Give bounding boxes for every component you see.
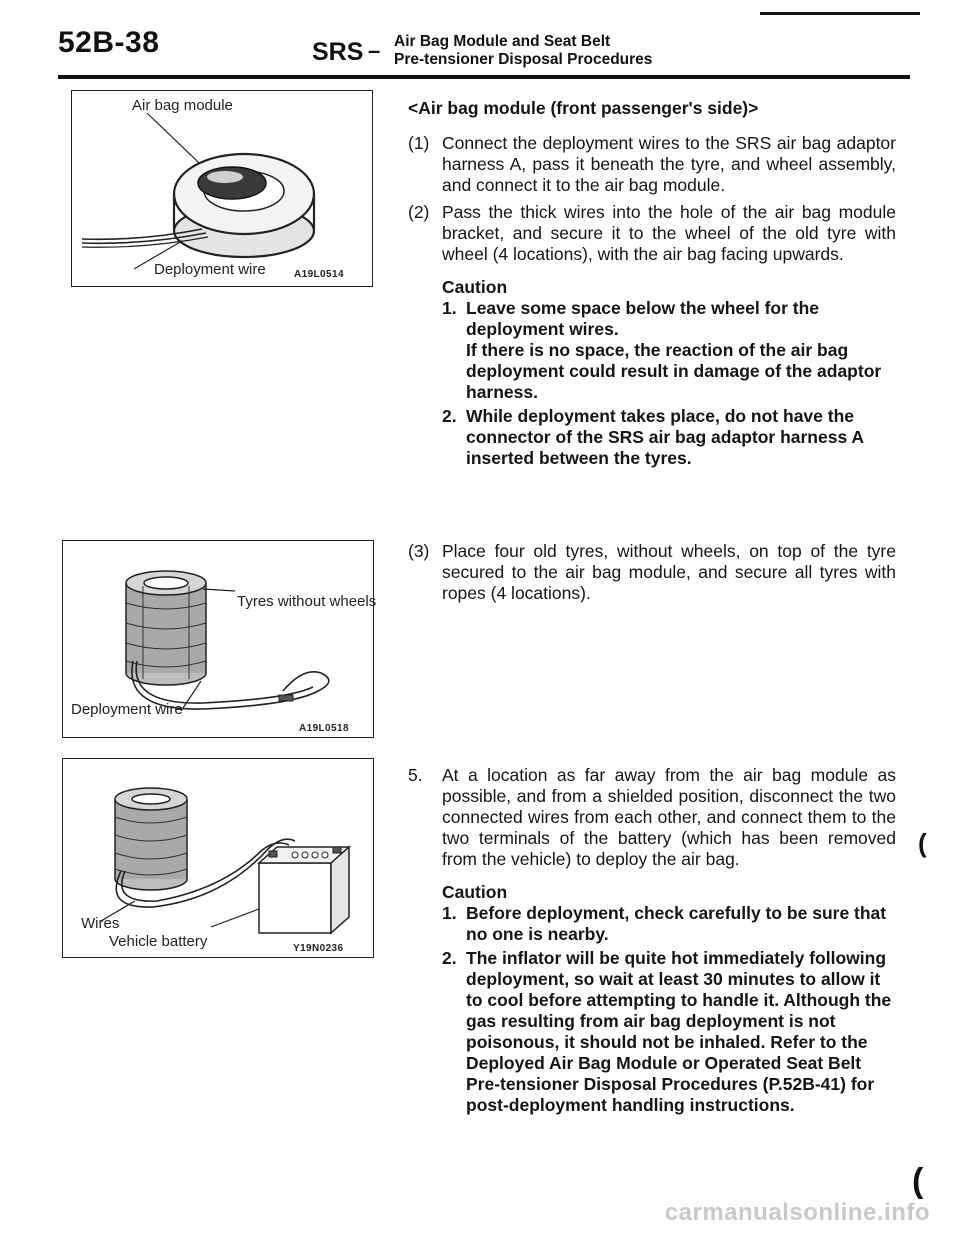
air-bag-on-tyre-illustration — [72, 91, 372, 286]
figure-code: A19L0514 — [294, 269, 344, 280]
step-number: 5. — [408, 765, 423, 785]
caution-heading: Caution — [442, 277, 508, 297]
page-code: 52B-38 — [58, 26, 160, 59]
caution-number: 1. — [442, 903, 457, 923]
caution-number: 2. — [442, 948, 457, 968]
label-air-bag-module: Air bag module — [132, 97, 233, 114]
section-deploy-air-bag — [408, 765, 896, 1119]
step-number: (2) — [408, 202, 430, 222]
caution-item — [442, 903, 896, 945]
header-rule — [58, 75, 910, 79]
page-title — [394, 33, 652, 69]
caution-number: 1. — [442, 298, 457, 318]
caution-text: Before deployment, check carefully to be sure that no one is nearby. — [466, 903, 887, 944]
step-text: Place four old tyres, without wheels, on top of the tyre secured to the air bag module, and secure all tyres with ropes (4 locations). — [442, 541, 896, 603]
binding-mark: ( — [918, 828, 927, 858]
label-deployment-wire: Deployment wire — [71, 701, 183, 718]
caution-item — [442, 406, 896, 469]
figure-air-bag-module — [71, 90, 373, 287]
caution-heading: Caution — [442, 882, 508, 902]
caution-list — [442, 298, 896, 469]
page-title-line-2: Pre-tensioner Disposal Procedures — [394, 51, 653, 68]
binding-mark: ( — [912, 1162, 924, 1200]
step-text: Pass the thick wires into the hole of the air bag module bracket, and secure it to the wheel of the old tyre with wheel (4 locations), with the air bag facing upwards. — [442, 202, 896, 264]
procedure-step — [408, 765, 896, 870]
header-top-line — [760, 12, 920, 15]
caution-item — [442, 298, 896, 403]
caution-list — [442, 903, 896, 1116]
procedure-step — [408, 202, 896, 265]
section-subheading: <Air bag module (front passenger's side)> — [408, 98, 759, 118]
label-vehicle-battery: Vehicle battery — [109, 933, 208, 950]
section-place-tyres — [408, 541, 896, 604]
caution-item — [442, 948, 896, 1116]
procedure-steps — [408, 133, 896, 265]
caution-text: The inflator will be quite hot immediately following deployment, so wait at least 30 minutes to allow it to cool before attempting to handle it. Although the gas resulting from air bag deployment is not poisonous, it should not be inhaled. Refer to the Deployed Air Bag Module or Operated Seat Belt Pre-tensioner Disposal Procedures (P.52B-41) for post-deployment handling instructions. — [466, 948, 892, 1115]
procedure-step — [408, 541, 896, 604]
section-front-passenger-air-bag — [408, 98, 896, 472]
caution-text: Leave some space below the wheel for the deployment wires. — [466, 298, 820, 339]
figure-code: Y19N0236 — [293, 943, 344, 954]
header-dash: – — [368, 38, 381, 63]
procedure-step — [408, 133, 896, 196]
figure-battery-connection — [62, 758, 374, 958]
label-tyres-without-wheels: Tyres without wheels — [237, 593, 377, 610]
caution-text: If there is no space, the reaction of the air bag deployment could result in damage of the adaptor harness. — [466, 340, 882, 402]
label-deployment-wire: Deployment wire — [154, 261, 266, 278]
step-text: Connect the deployment wires to the SRS air bag adaptor harness A, pass it beneath the tyre, and wheel assembly, and connect it to the air bag module. — [442, 133, 896, 195]
caution-text: While deployment takes place, do not have the connector of the SRS air bag adaptor harness A inserted between the tyres. — [466, 406, 864, 468]
watermark: carmanualsonline.info — [664, 1199, 930, 1226]
figure-tyre-stack — [62, 540, 377, 738]
page-title-line-1: Air Bag Module and Seat Belt — [394, 33, 611, 50]
caution-number: 2. — [442, 406, 457, 426]
step-number: (3) — [408, 541, 430, 561]
step-text: At a location as far away from the air bag module as possible, and from a shielded position, disconnect the two connected wires from each other, and connect them to the two terminals of the battery (which has been removed from the vehicle) to deploy the air bag. — [442, 765, 896, 869]
label-wires: Wires — [81, 915, 120, 932]
figure-code: A19L0518 — [299, 723, 349, 734]
step-number: (1) — [408, 133, 430, 153]
section-name: SRS — [312, 38, 364, 66]
